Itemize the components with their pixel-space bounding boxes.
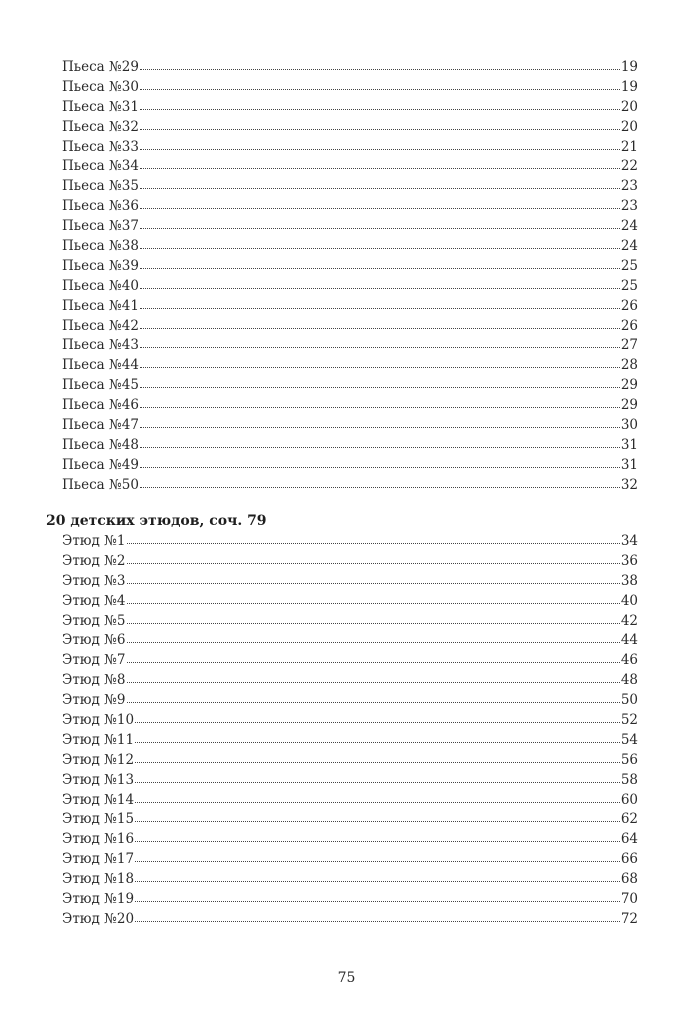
toc-entry-title: Пьеса №29 — [62, 59, 139, 75]
toc-entry-page: 44 — [620, 632, 638, 649]
toc-entry — [62, 118, 638, 138]
dot-leader — [127, 701, 620, 703]
dot-leader — [135, 860, 620, 862]
toc-entry-title: Этюд №14 — [62, 791, 135, 808]
toc-entry-page: 72 — [620, 910, 638, 927]
toc-entry-title: Пьеса №43 — [62, 337, 139, 354]
dot-leader — [140, 466, 620, 468]
dot-leader — [140, 406, 620, 408]
dot-leader — [135, 820, 620, 822]
toc-entry-title: Пьеса №33 — [62, 138, 139, 155]
plays-toc-list — [62, 58, 638, 496]
dot-leader — [140, 207, 620, 209]
toc-entry-title: Пьеса №30 — [62, 78, 139, 95]
toc-entry-title: Пьеса №37 — [62, 218, 139, 235]
dot-leader — [135, 781, 620, 783]
toc-entry — [62, 850, 638, 870]
toc-entry-page: 62 — [620, 811, 638, 828]
toc-entry-page: 36 — [620, 552, 638, 569]
toc-entry — [62, 791, 638, 811]
dot-leader — [140, 366, 620, 368]
toc-entry — [62, 157, 638, 177]
toc-entry — [62, 277, 638, 297]
toc-entry-page: 48 — [620, 672, 638, 689]
toc-entry-page: 31 — [620, 456, 638, 473]
toc-entry — [62, 257, 638, 277]
dot-leader — [127, 562, 620, 564]
toc-entry — [62, 910, 638, 930]
toc-entry-title: Этюд №15 — [62, 811, 135, 828]
dot-leader — [127, 622, 620, 624]
toc-entry — [62, 751, 638, 771]
toc-entry-title: Пьеса №34 — [62, 158, 139, 175]
etudes-toc-list — [62, 532, 638, 930]
toc-entry-page: 29 — [620, 377, 638, 394]
dot-leader — [127, 602, 620, 604]
toc-entry-title: Пьеса №45 — [62, 377, 139, 394]
toc-entry-title: Этюд №9 — [62, 692, 126, 709]
toc-entry — [62, 456, 638, 476]
toc-entry-title: Пьеса №31 — [62, 98, 139, 115]
toc-entry — [62, 870, 638, 890]
dot-leader — [140, 68, 620, 70]
dot-leader — [127, 661, 620, 663]
dot-leader — [135, 761, 620, 763]
toc-entry — [62, 830, 638, 850]
toc-entry-title: Пьеса №36 — [62, 198, 139, 215]
toc-entry-page: 66 — [620, 851, 638, 868]
toc-entry-page: 50 — [620, 692, 638, 709]
toc-entry-page: 46 — [620, 652, 638, 669]
dot-leader — [140, 386, 620, 388]
toc-entry — [62, 476, 638, 496]
toc-entry-title: Этюд №5 — [62, 612, 126, 629]
toc-entry-page: 34 — [620, 533, 638, 549]
dot-leader — [135, 900, 620, 902]
section-heading: 20 детских этюдов, соч. 79 — [46, 513, 267, 529]
toc-entry — [62, 552, 638, 572]
toc-entry-page: 32 — [620, 476, 638, 493]
toc-entry — [62, 771, 638, 791]
toc-entry-page: 24 — [620, 218, 638, 235]
dot-leader — [140, 167, 620, 169]
dot-leader — [140, 128, 620, 130]
dot-leader — [140, 287, 620, 289]
toc-entry — [62, 631, 638, 651]
toc-entry-page: 31 — [620, 436, 638, 453]
dot-leader — [140, 88, 620, 90]
toc-entry-title: Этюд №19 — [62, 891, 135, 908]
toc-entry-page: 38 — [620, 572, 638, 589]
dot-leader — [140, 187, 620, 189]
page-number: 75 — [337, 970, 356, 986]
toc-entry-title: Пьеса №40 — [62, 277, 139, 294]
toc-entry — [62, 572, 638, 592]
toc-entry-page: 29 — [620, 397, 638, 414]
toc-entry-title: Этюд №7 — [62, 652, 126, 669]
dot-leader — [140, 327, 620, 329]
toc-entry — [62, 810, 638, 830]
toc-entry — [62, 436, 638, 456]
toc-entry — [62, 58, 638, 78]
toc-entry-title: Этюд №3 — [62, 572, 126, 589]
toc-entry — [62, 317, 638, 337]
toc-entry — [62, 177, 638, 197]
toc-entry — [62, 138, 638, 158]
toc-entry-title: Пьеса №39 — [62, 257, 139, 274]
toc-entry-title: Этюд №1 — [62, 533, 126, 549]
toc-entry — [62, 671, 638, 691]
toc-entry — [62, 592, 638, 612]
toc-entry-page: 27 — [620, 337, 638, 354]
toc-entry — [62, 612, 638, 632]
toc-entry-page: 54 — [620, 731, 638, 748]
dot-leader — [127, 582, 620, 584]
dot-leader — [140, 346, 620, 348]
toc-entry-title: Пьеса №47 — [62, 417, 139, 434]
toc-entry-page: 23 — [620, 198, 638, 215]
dot-leader — [127, 542, 620, 544]
toc-entry — [62, 336, 638, 356]
toc-entry-page: 40 — [620, 592, 638, 609]
toc-entry-title: Этюд №16 — [62, 831, 135, 848]
toc-entry-page: 20 — [620, 118, 638, 135]
toc-entry-title: Этюд №18 — [62, 871, 135, 888]
toc-entry-title: Пьеса №38 — [62, 238, 139, 255]
toc-entry — [62, 416, 638, 436]
toc-entry-page: 52 — [620, 712, 638, 729]
toc-entry — [62, 731, 638, 751]
dot-leader — [140, 486, 620, 488]
toc-entry-title: Пьеса №49 — [62, 456, 139, 473]
toc-entry-title: Этюд №4 — [62, 592, 126, 609]
toc-entry-page: 19 — [620, 59, 638, 75]
toc-entry — [62, 356, 638, 376]
toc-entry-title: Этюд №11 — [62, 731, 135, 748]
toc-entry-title: Этюд №17 — [62, 851, 135, 868]
toc-entry-page: 60 — [620, 791, 638, 808]
toc-entry-page: 64 — [620, 831, 638, 848]
toc-entry-title: Пьеса №50 — [62, 476, 139, 493]
toc-entry — [62, 691, 638, 711]
toc-entry-title: Этюд №8 — [62, 672, 126, 689]
dot-leader — [140, 247, 620, 249]
toc-entry — [62, 651, 638, 671]
toc-entry-page: 30 — [620, 417, 638, 434]
toc-entry-page: 26 — [620, 317, 638, 334]
toc-entry-page: 25 — [620, 257, 638, 274]
toc-entry-title: Этюд №13 — [62, 771, 135, 788]
toc-entry-title: Этюд №20 — [62, 910, 135, 927]
dot-leader — [135, 920, 620, 922]
toc-entry — [62, 237, 638, 257]
dot-leader — [140, 227, 620, 229]
toc-entry-page: 23 — [620, 178, 638, 195]
toc-entry — [62, 532, 638, 552]
toc-entry-page: 68 — [620, 871, 638, 888]
dot-leader — [135, 840, 620, 842]
toc-entry — [62, 297, 638, 317]
toc-entry-title: Пьеса №35 — [62, 178, 139, 195]
toc-entry-title: Пьеса №44 — [62, 357, 139, 374]
toc-entry — [62, 78, 638, 98]
toc-entry-page: 70 — [620, 891, 638, 908]
toc-entry-page: 21 — [620, 138, 638, 155]
toc-entry — [62, 396, 638, 416]
dot-leader — [135, 721, 620, 723]
toc-entry — [62, 197, 638, 217]
dot-leader — [140, 267, 620, 269]
toc-entry-page: 19 — [620, 78, 638, 95]
toc-entry-title: Пьеса №41 — [62, 297, 139, 314]
toc-entry-page: 22 — [620, 158, 638, 175]
toc-entry-title: Пьеса №46 — [62, 397, 139, 414]
toc-entry-title: Этюд №2 — [62, 552, 126, 569]
dot-leader — [127, 641, 620, 643]
toc-entry-page: 56 — [620, 751, 638, 768]
toc-entry-page: 24 — [620, 238, 638, 255]
toc-entry-page: 20 — [620, 98, 638, 115]
toc-entry-title: Пьеса №48 — [62, 436, 139, 453]
dot-leader — [140, 426, 620, 428]
dot-leader — [140, 307, 620, 309]
toc-entry — [62, 890, 638, 910]
dot-leader — [135, 741, 620, 743]
toc-entry-title: Этюд №12 — [62, 751, 135, 768]
dot-leader — [140, 148, 620, 150]
toc-entry-title: Этюд №10 — [62, 712, 135, 729]
toc-entry-title: Пьеса №42 — [62, 317, 139, 334]
toc-entry-title: Этюд №6 — [62, 632, 126, 649]
dot-leader — [135, 880, 620, 882]
toc-entry-page: 42 — [620, 612, 638, 629]
toc-entry-page: 28 — [620, 357, 638, 374]
toc-entry-title: Пьеса №32 — [62, 118, 139, 135]
dot-leader — [127, 681, 620, 683]
toc-entry — [62, 376, 638, 396]
dot-leader — [140, 108, 620, 110]
toc-entry-page: 58 — [620, 771, 638, 788]
dot-leader — [135, 801, 620, 803]
toc-entry — [62, 711, 638, 731]
toc-entry — [62, 217, 638, 237]
dot-leader — [140, 446, 620, 448]
toc-entry — [62, 98, 638, 118]
toc-entry-page: 25 — [620, 277, 638, 294]
toc-entry-page: 26 — [620, 297, 638, 314]
